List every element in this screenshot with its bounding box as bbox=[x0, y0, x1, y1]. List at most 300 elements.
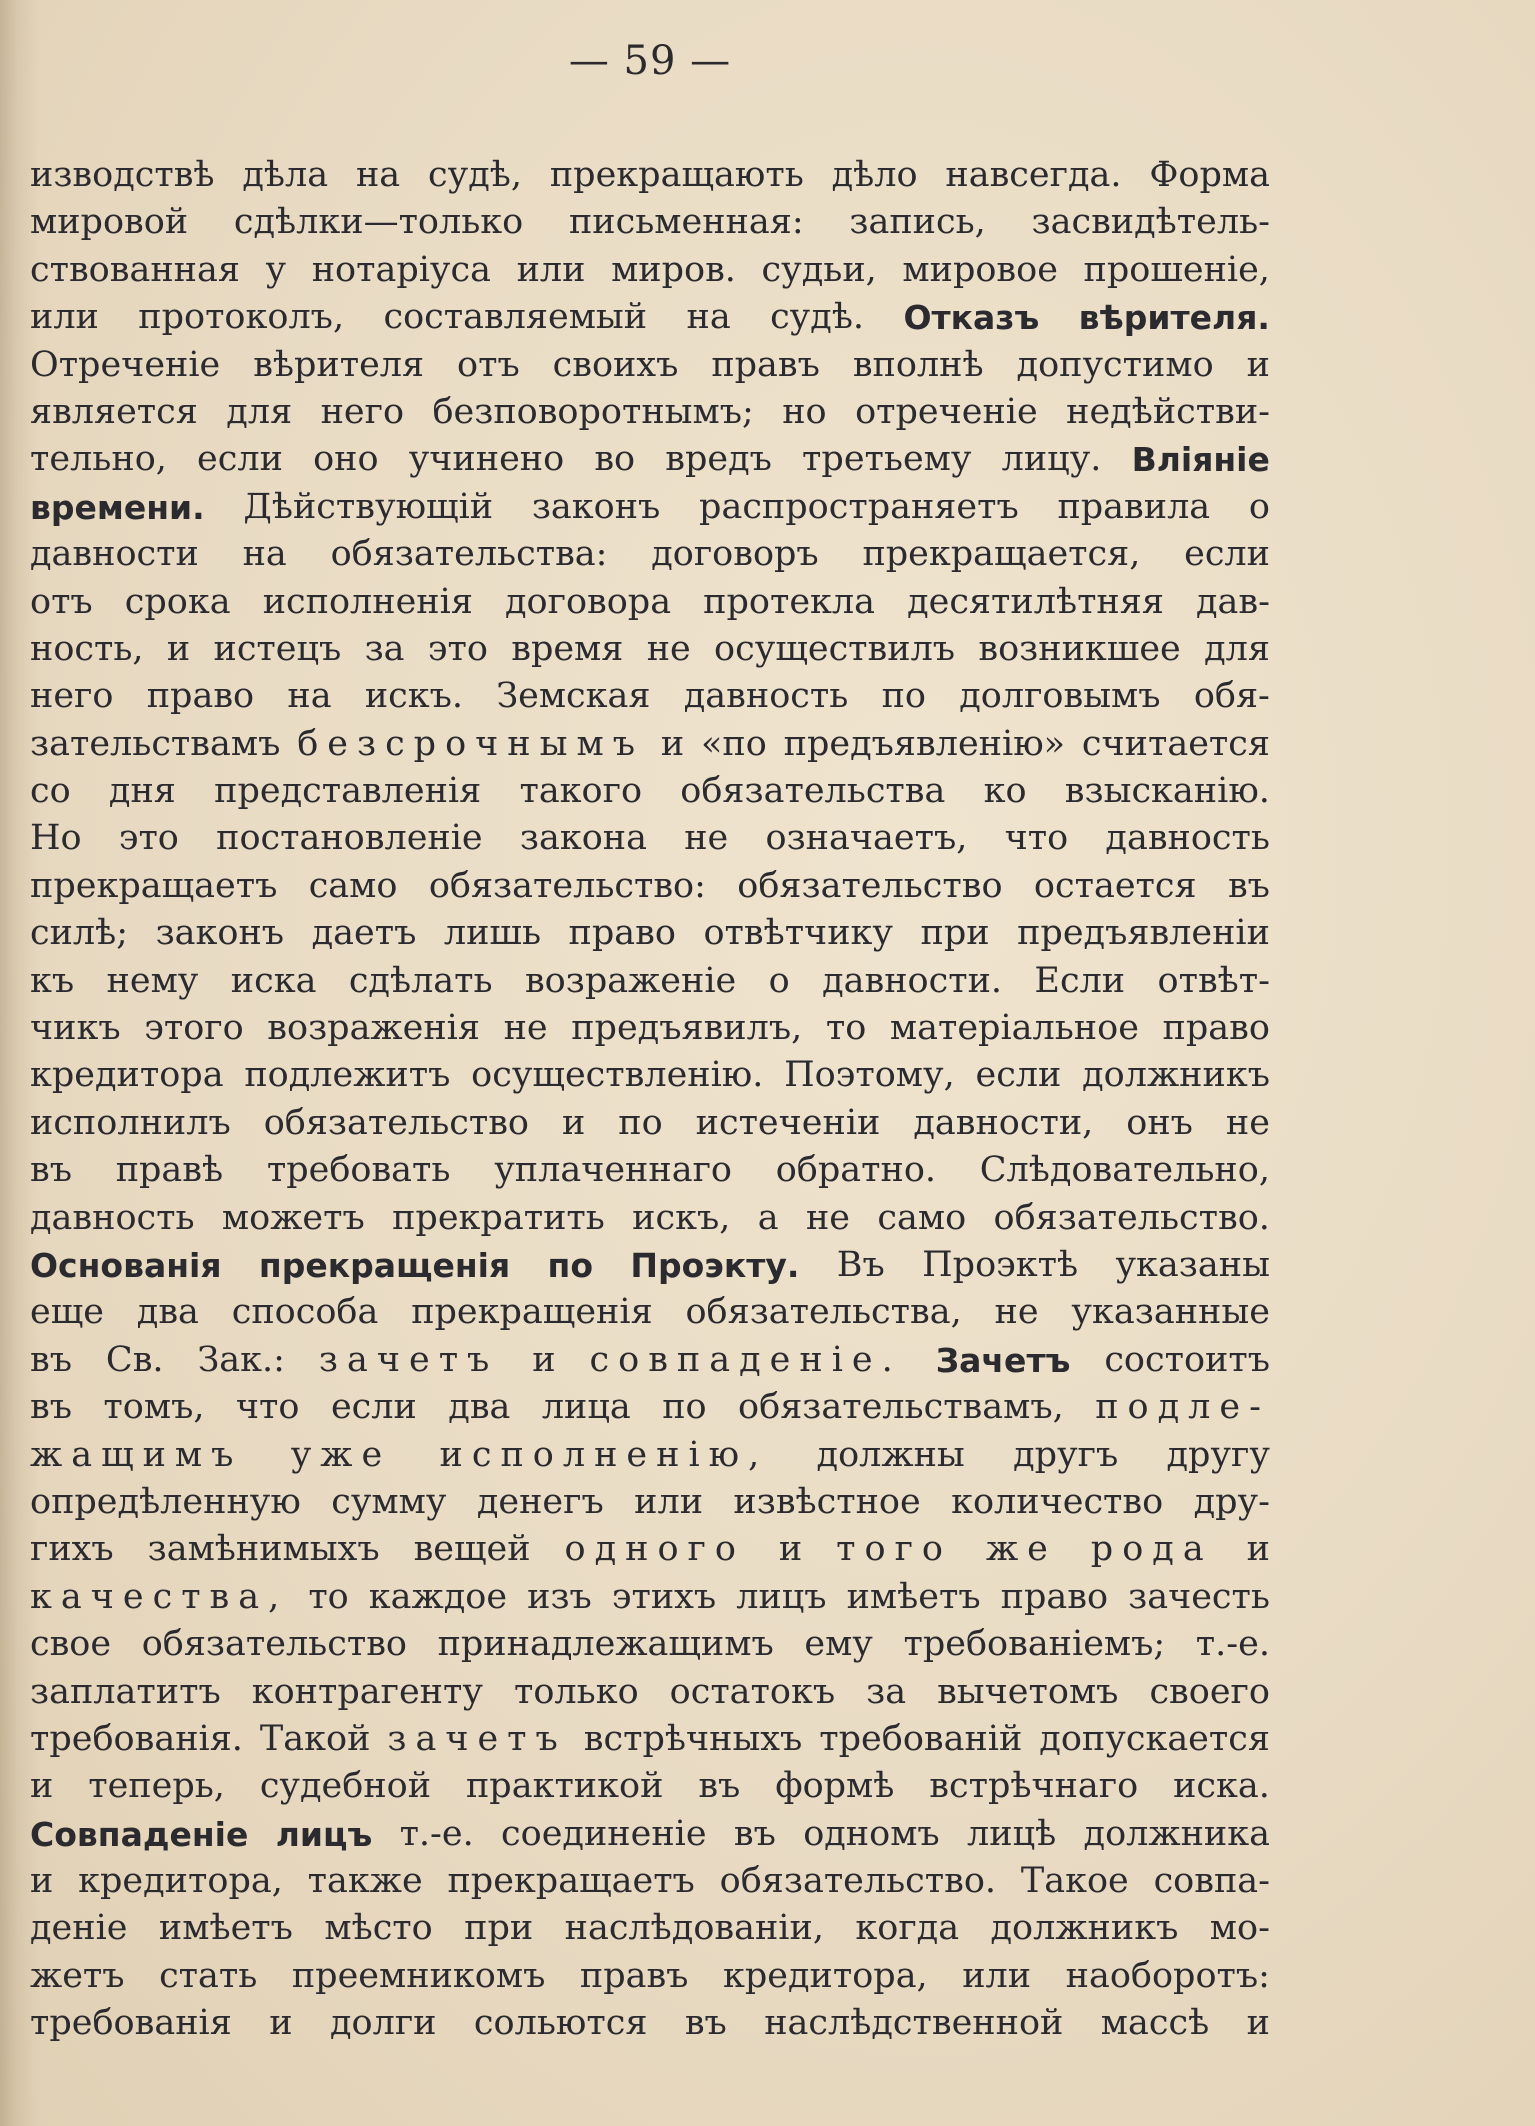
word: допустимо bbox=[1016, 344, 1214, 385]
text-line bbox=[30, 1384, 1270, 1431]
word: Слѣдовательно, bbox=[979, 1150, 1270, 1191]
word: такого bbox=[519, 771, 643, 812]
word: зачетъ bbox=[318, 1339, 499, 1380]
word: отъ bbox=[457, 344, 520, 385]
word: практикой bbox=[465, 1766, 664, 1807]
word: прекращають bbox=[549, 155, 804, 195]
word: жащимъ bbox=[30, 1434, 243, 1475]
word: или bbox=[516, 249, 586, 290]
word: отреченіе bbox=[855, 391, 1038, 432]
word: другъ bbox=[1013, 1434, 1119, 1475]
word: или bbox=[634, 1481, 704, 1522]
word: обязательства, bbox=[685, 1292, 962, 1333]
word: предъявленію» bbox=[783, 723, 1066, 764]
word: законъ bbox=[155, 913, 285, 954]
word: искъ, bbox=[632, 1197, 731, 1238]
word: судьи, bbox=[761, 249, 877, 290]
word: запись, bbox=[849, 202, 986, 243]
word: иска bbox=[230, 960, 317, 1001]
word: представленія bbox=[214, 771, 482, 812]
word: въ bbox=[698, 1766, 741, 1807]
word: осуществленію. bbox=[471, 1055, 764, 1096]
word: своихъ bbox=[552, 344, 679, 385]
text-line bbox=[30, 1479, 1270, 1526]
word: Если bbox=[1034, 960, 1126, 1001]
word: два bbox=[448, 1387, 511, 1428]
section-heading-word: Отказъ bbox=[903, 298, 1040, 338]
word: мѣсто bbox=[324, 1908, 433, 1949]
text-line bbox=[30, 247, 1270, 294]
word: давность bbox=[1105, 818, 1270, 859]
word: и bbox=[532, 1339, 556, 1380]
word: томъ, bbox=[103, 1387, 205, 1428]
word: тельно, bbox=[30, 439, 167, 480]
text-line bbox=[30, 152, 1270, 199]
word: если bbox=[1184, 534, 1270, 575]
word: осуществилъ bbox=[714, 628, 956, 669]
word: гихъ bbox=[30, 1529, 114, 1570]
page-number: — 59 — bbox=[568, 38, 732, 84]
word: т.-е. bbox=[1195, 1624, 1270, 1665]
word: два bbox=[136, 1292, 199, 1333]
word: по bbox=[662, 1387, 707, 1428]
section-heading-word: прекращенія bbox=[258, 1245, 511, 1285]
text-line bbox=[30, 1858, 1270, 1905]
word: и bbox=[778, 1529, 803, 1570]
word: протекла bbox=[703, 581, 876, 622]
word: контрагенту bbox=[251, 1671, 483, 1712]
word: если bbox=[330, 1387, 417, 1428]
word: если bbox=[197, 439, 283, 480]
word: требованія bbox=[30, 2003, 232, 2044]
word: не bbox=[1225, 1102, 1270, 1143]
word: прошеніе, bbox=[1083, 249, 1270, 290]
section-heading-word: по bbox=[547, 1245, 594, 1285]
word: мо- bbox=[1209, 1908, 1270, 1949]
text-line bbox=[30, 1100, 1270, 1147]
word: количество bbox=[951, 1481, 1164, 1522]
word: обязательство bbox=[263, 1102, 529, 1143]
word: дав- bbox=[1196, 581, 1270, 622]
word: другу bbox=[1166, 1434, 1270, 1475]
word: соединеніе bbox=[501, 1813, 707, 1854]
section-heading-word: Вліяніе bbox=[1131, 440, 1270, 480]
word: указаны bbox=[1115, 1244, 1270, 1285]
word: въ bbox=[30, 1387, 72, 1428]
word: иска. bbox=[1173, 1766, 1270, 1807]
word: истеченіи bbox=[695, 1102, 881, 1143]
word: договора bbox=[504, 581, 672, 622]
word: уже bbox=[290, 1434, 392, 1475]
word: и bbox=[660, 723, 685, 764]
word: и bbox=[1246, 1529, 1270, 1570]
word: т.-е. bbox=[399, 1813, 474, 1854]
text-line bbox=[30, 1432, 1270, 1479]
word: одного bbox=[564, 1529, 745, 1570]
word: Дѣйствующій bbox=[243, 486, 494, 527]
word: безсрочнымъ bbox=[297, 723, 644, 764]
word: при bbox=[920, 913, 990, 954]
word: означаетъ, bbox=[765, 818, 968, 859]
section-heading-word: вѣрителя. bbox=[1078, 298, 1270, 338]
word: десятилѣтняя bbox=[907, 581, 1164, 622]
word: за bbox=[364, 628, 405, 669]
word: преемникомъ bbox=[291, 1955, 546, 1996]
word: массѣ bbox=[1100, 2003, 1210, 2044]
word: и bbox=[269, 2003, 293, 2044]
word: каждое bbox=[368, 1576, 508, 1617]
text-line bbox=[30, 1242, 1270, 1289]
text-line bbox=[30, 768, 1270, 815]
word: зачесть bbox=[1128, 1576, 1270, 1617]
word: наоборотъ: bbox=[1065, 1955, 1270, 1996]
word: свое bbox=[30, 1624, 112, 1665]
word: долги bbox=[329, 2003, 437, 2044]
word: требованія. bbox=[30, 1718, 243, 1759]
word: по bbox=[618, 1102, 663, 1143]
word: это bbox=[118, 818, 179, 859]
word: то bbox=[825, 1008, 867, 1049]
word: лицу. bbox=[1001, 439, 1102, 480]
word: него bbox=[320, 391, 405, 432]
word: обязательства bbox=[680, 771, 946, 812]
word: него bbox=[30, 676, 114, 717]
word: безповоротнымъ; bbox=[432, 391, 754, 432]
word: является bbox=[30, 391, 198, 432]
word: онъ bbox=[1126, 1102, 1193, 1143]
word: Отреченіе bbox=[30, 344, 221, 385]
word: исполненію, bbox=[439, 1434, 769, 1475]
word: право bbox=[568, 913, 676, 954]
word: и bbox=[30, 1861, 54, 1902]
word: навсегда. bbox=[945, 155, 1122, 195]
word: не bbox=[805, 1197, 851, 1238]
word: не bbox=[994, 1292, 1039, 1333]
word: подле- bbox=[1095, 1387, 1270, 1428]
word: сдѣлать bbox=[348, 960, 493, 1001]
word: Зак.: bbox=[197, 1339, 285, 1380]
word: на bbox=[287, 676, 332, 717]
word: также bbox=[307, 1861, 423, 1902]
word: остатокъ bbox=[669, 1671, 836, 1712]
word: обязательство. bbox=[719, 1861, 997, 1902]
word: когда bbox=[855, 1908, 960, 1949]
word: допускается bbox=[1039, 1718, 1270, 1759]
word: этихъ bbox=[611, 1576, 717, 1617]
word: прекращаетъ bbox=[447, 1861, 695, 1902]
word: прекращаетъ bbox=[30, 865, 278, 906]
text-line bbox=[30, 1574, 1270, 1621]
word: письменная: bbox=[568, 202, 804, 243]
word: должникъ bbox=[990, 1908, 1179, 1949]
word: возраженія bbox=[267, 1008, 480, 1049]
word: что bbox=[1004, 818, 1069, 859]
text-line bbox=[30, 1289, 1270, 1336]
word: опредѣленную bbox=[30, 1481, 301, 1522]
word: сольются bbox=[473, 2003, 648, 2044]
text-line bbox=[30, 1811, 1270, 1858]
word: у bbox=[265, 249, 287, 290]
word: ность, bbox=[30, 628, 144, 669]
word: обязательства: bbox=[330, 534, 608, 575]
text-line bbox=[30, 1052, 1270, 1099]
word: деніе bbox=[30, 1908, 128, 1949]
word: лишь bbox=[443, 913, 542, 954]
word: къ bbox=[30, 960, 75, 1001]
word: только bbox=[513, 1671, 639, 1712]
word: теперь, bbox=[88, 1766, 225, 1807]
text-line bbox=[30, 863, 1270, 910]
text-line bbox=[30, 1147, 1270, 1194]
word: судебной bbox=[259, 1766, 432, 1807]
word: совпа- bbox=[1153, 1861, 1270, 1902]
text-line bbox=[30, 815, 1270, 862]
word: уплаченнаго bbox=[494, 1150, 732, 1191]
word: дѣло bbox=[831, 155, 918, 195]
word: право bbox=[1162, 1008, 1270, 1049]
word: закона bbox=[519, 818, 647, 859]
word: требовать bbox=[266, 1150, 451, 1191]
text-line bbox=[30, 1953, 1270, 2000]
word: право bbox=[146, 676, 255, 717]
word: или bbox=[30, 297, 99, 338]
text-line bbox=[30, 436, 1270, 483]
word: долговымъ bbox=[959, 676, 1161, 717]
word: въ bbox=[30, 1339, 72, 1380]
word: остается bbox=[1033, 865, 1197, 906]
word: лицъ bbox=[736, 1576, 827, 1617]
word: правила bbox=[1057, 486, 1211, 527]
word: истецъ bbox=[213, 628, 342, 669]
word: ствованная bbox=[30, 249, 240, 290]
word: сумму bbox=[331, 1481, 447, 1522]
word: обязательство bbox=[141, 1624, 407, 1665]
word: со bbox=[30, 771, 71, 812]
word: наслѣдственной bbox=[764, 2003, 1064, 2044]
word: постановленіе bbox=[216, 818, 483, 859]
word: должны bbox=[816, 1434, 965, 1475]
word: отвѣт- bbox=[1157, 960, 1270, 1001]
word: договоръ bbox=[651, 534, 819, 575]
word: о bbox=[768, 960, 790, 1001]
word: кредитора, bbox=[78, 1861, 283, 1902]
word: обязательство bbox=[737, 865, 1003, 906]
word: вполнѣ bbox=[852, 344, 984, 385]
word: и bbox=[30, 1766, 54, 1807]
section-heading-word: Проэкту. bbox=[630, 1245, 800, 1285]
word: силѣ; bbox=[30, 913, 129, 954]
word: нему bbox=[106, 960, 199, 1001]
word: предъявленіи bbox=[1017, 913, 1270, 954]
word: жетъ bbox=[30, 1955, 125, 1996]
word: этого bbox=[144, 1008, 244, 1049]
text-line bbox=[30, 199, 1270, 246]
section-heading-word: лицъ bbox=[275, 1814, 373, 1854]
word: составляемый bbox=[383, 297, 648, 338]
word: не bbox=[503, 1008, 548, 1049]
word: и bbox=[561, 1102, 586, 1143]
word: взысканію. bbox=[1064, 771, 1270, 812]
word: замѣнимыхъ bbox=[147, 1529, 380, 1570]
word: даетъ bbox=[311, 913, 417, 954]
word: законъ bbox=[531, 486, 661, 527]
section-heading-word: Совпаденіе bbox=[30, 1814, 249, 1854]
word: требованіемъ; bbox=[903, 1624, 1166, 1665]
word: Земская bbox=[496, 676, 651, 717]
word: обязательствамъ, bbox=[738, 1387, 1064, 1428]
text-line bbox=[30, 1763, 1270, 1810]
word: искъ. bbox=[364, 676, 464, 717]
word: изъ bbox=[527, 1576, 592, 1617]
word: не bbox=[646, 628, 691, 669]
word: засвидѣтель- bbox=[1031, 202, 1270, 243]
word: правъ bbox=[579, 1955, 689, 1996]
word: лицѣ bbox=[967, 1813, 1057, 1854]
word: что bbox=[235, 1387, 300, 1428]
word: прекращается, bbox=[862, 534, 1141, 575]
word: вредъ bbox=[665, 439, 772, 480]
word: вычетомъ bbox=[937, 1671, 1119, 1712]
section-heading-word: Зачетъ bbox=[935, 1340, 1071, 1380]
text-line bbox=[30, 2000, 1270, 2047]
word: возраженіе bbox=[524, 960, 737, 1001]
word: Форма bbox=[1149, 155, 1270, 195]
text-line bbox=[30, 1716, 1270, 1763]
word: нотаріуса bbox=[311, 249, 491, 290]
word: Но bbox=[30, 818, 82, 859]
word: и bbox=[1246, 2003, 1270, 2044]
word: сдѣлки—только bbox=[233, 202, 524, 243]
text-line bbox=[30, 958, 1270, 1005]
word: правѣ bbox=[115, 1150, 224, 1191]
word: давности. bbox=[822, 960, 1003, 1001]
word: имѣетъ bbox=[158, 1908, 293, 1949]
word: качества, bbox=[30, 1576, 289, 1617]
word: не bbox=[684, 818, 729, 859]
word: возникшее bbox=[978, 628, 1181, 669]
word: вѣрителя bbox=[253, 344, 425, 385]
word: третьему bbox=[802, 439, 972, 480]
text-line bbox=[30, 1337, 1270, 1384]
word: само bbox=[877, 1197, 967, 1238]
word: срока bbox=[124, 581, 231, 622]
word: лица bbox=[541, 1387, 631, 1428]
text-line bbox=[30, 910, 1270, 957]
word: на bbox=[355, 155, 401, 195]
word: въ bbox=[1227, 865, 1270, 906]
word: мировой bbox=[30, 202, 189, 243]
word: еще bbox=[30, 1292, 104, 1333]
word: Поэтому, bbox=[784, 1055, 955, 1096]
word: же bbox=[985, 1529, 1057, 1570]
word: давность bbox=[30, 1197, 195, 1238]
word: того bbox=[836, 1529, 952, 1570]
word: вещей bbox=[413, 1529, 531, 1570]
section-heading-word: Основанія bbox=[30, 1245, 222, 1285]
word: прекратить bbox=[392, 1197, 605, 1238]
word: Въ bbox=[836, 1244, 885, 1285]
word: и bbox=[166, 628, 191, 669]
text-line bbox=[30, 484, 1270, 531]
word: въ bbox=[733, 1813, 776, 1854]
word: дня bbox=[108, 771, 176, 812]
word: Такое bbox=[1020, 1861, 1129, 1902]
text-line bbox=[30, 626, 1270, 673]
word: давности bbox=[30, 534, 199, 575]
word: дру- bbox=[1193, 1481, 1270, 1522]
word: Проэктѣ bbox=[922, 1244, 1079, 1285]
word: Св. bbox=[105, 1339, 164, 1380]
word: судѣ. bbox=[770, 297, 865, 338]
text-line bbox=[30, 294, 1270, 341]
word: давности, bbox=[913, 1102, 1094, 1143]
body-text bbox=[30, 152, 1270, 2048]
word: мировое bbox=[902, 249, 1058, 290]
word: въ bbox=[684, 2003, 727, 2044]
word: встрѣчнаго bbox=[929, 1766, 1139, 1807]
word: формѣ bbox=[775, 1766, 895, 1807]
word: а bbox=[757, 1197, 779, 1238]
word: обязательство: bbox=[428, 865, 706, 906]
word: исполненія bbox=[262, 581, 473, 622]
word: встрѣчныхъ bbox=[583, 1718, 803, 1759]
word: но bbox=[782, 391, 827, 432]
word: способа bbox=[231, 1292, 379, 1333]
word: Такой bbox=[259, 1718, 371, 1759]
word: или bbox=[962, 1955, 1032, 1996]
word: прекращенія bbox=[411, 1292, 653, 1333]
word: правъ bbox=[711, 344, 820, 385]
word: дѣла bbox=[242, 155, 329, 195]
word: недѣйстви- bbox=[1066, 391, 1270, 432]
word: кредитора bbox=[30, 1055, 224, 1096]
word: судѣ, bbox=[428, 155, 523, 195]
word: учинено bbox=[408, 439, 565, 480]
word: чикъ bbox=[30, 1008, 121, 1049]
word: должникъ bbox=[1082, 1055, 1270, 1096]
text-line bbox=[30, 1005, 1270, 1052]
word: извѣстное bbox=[733, 1481, 921, 1522]
word: и bbox=[1246, 344, 1270, 385]
word: оно bbox=[313, 439, 379, 480]
word: исполнилъ bbox=[30, 1102, 231, 1143]
word: право bbox=[1000, 1576, 1109, 1617]
text-line bbox=[30, 342, 1270, 389]
word: одномъ bbox=[803, 1813, 940, 1854]
word: на bbox=[686, 297, 731, 338]
word: «по bbox=[701, 723, 767, 764]
word: денегъ bbox=[476, 1481, 604, 1522]
word: имѣетъ bbox=[846, 1576, 981, 1617]
word: обратно. bbox=[775, 1150, 937, 1191]
word: наслѣдованіи, bbox=[564, 1908, 824, 1949]
text-line bbox=[30, 1669, 1270, 1716]
word: требованій bbox=[819, 1718, 1023, 1759]
word: миров. bbox=[611, 249, 736, 290]
word: должника bbox=[1083, 1813, 1270, 1854]
word: состоитъ bbox=[1104, 1339, 1270, 1380]
word: за bbox=[866, 1671, 907, 1712]
word: зачетъ bbox=[387, 1718, 567, 1759]
word: ему bbox=[804, 1624, 873, 1665]
word: принадлежащимъ bbox=[437, 1624, 774, 1665]
text-line bbox=[30, 673, 1270, 720]
word: давность bbox=[683, 676, 849, 717]
text-line bbox=[30, 1905, 1270, 1952]
word: во bbox=[594, 439, 636, 480]
word: это bbox=[427, 628, 488, 669]
text-line bbox=[30, 1195, 1270, 1242]
